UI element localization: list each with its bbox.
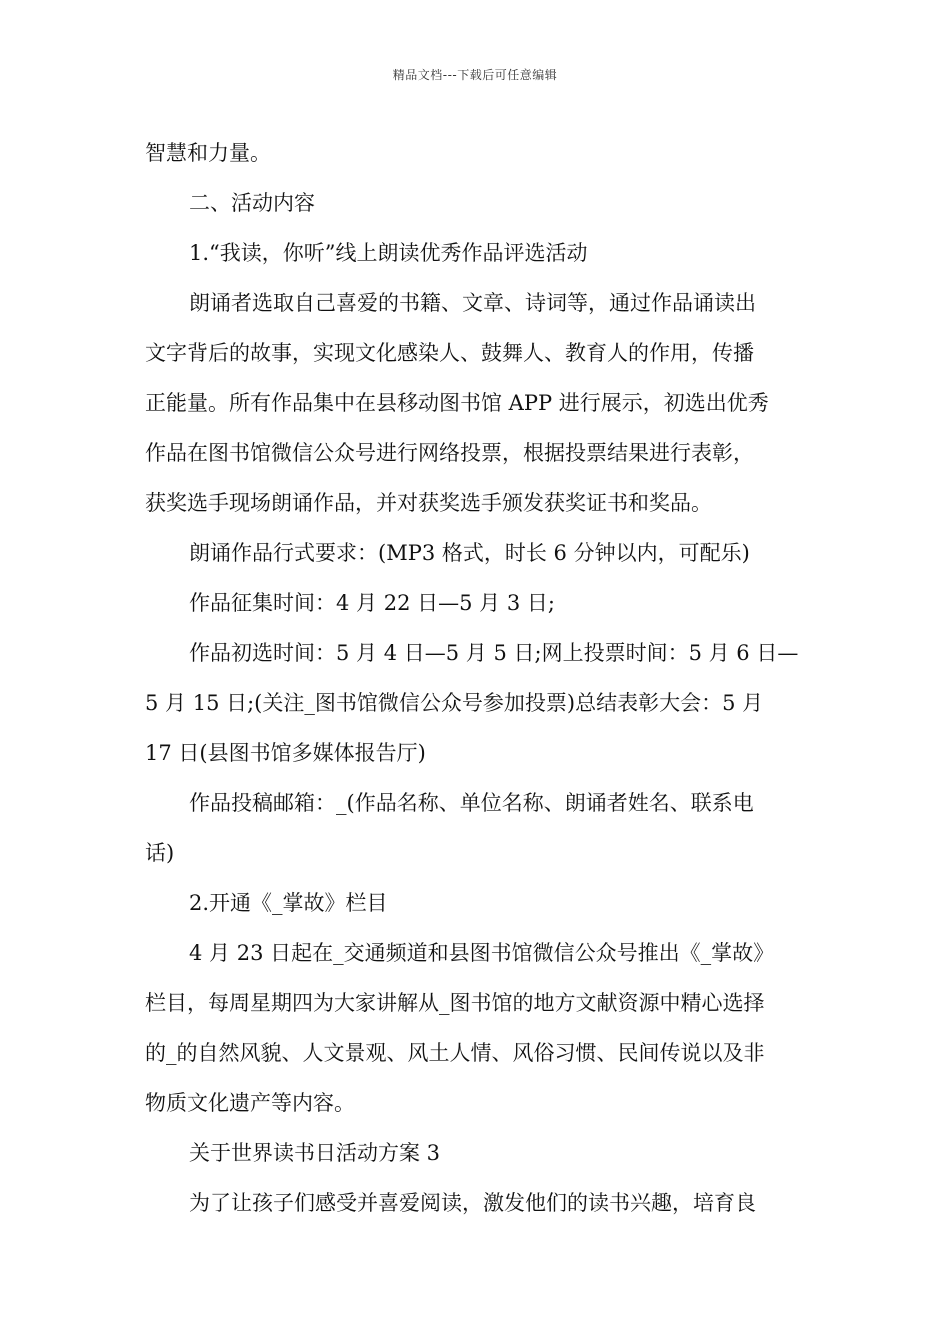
text-line: 为了让孩子们感受并喜爱阅读，激发他们的读书兴趣，培育良 bbox=[189, 1191, 756, 1215]
text-line: 智慧和力量。 bbox=[145, 141, 271, 165]
text-line: 文字背后的故事，实现文化感染人、鼓舞人、教育人的作用，传播 bbox=[145, 341, 754, 365]
document-body bbox=[145, 128, 810, 1228]
text-line: 栏目，每周星期四为大家讲解从_图书馆的地方文献资源中精心选择 bbox=[145, 991, 765, 1015]
text-line: 作品初选时间：5 月 4 日—5 月 5 日;网上投票时间：5 月 6 日— bbox=[189, 641, 799, 665]
text-line: 5 月 15 日;(关注_图书馆微信公众号参加投票)总结表彰大会：5 月 bbox=[145, 691, 764, 715]
text-line: 的_的自然风貌、人文景观、风土人情、风俗习惯、民间传说以及非 bbox=[145, 1041, 765, 1065]
text-line: 话) bbox=[145, 841, 175, 865]
text-line: 2.开通《_掌故》栏目 bbox=[189, 891, 388, 915]
text-line: 朗诵作品行式要求：(MP3 格式，时长 6 分钟以内，可配乐) bbox=[189, 541, 750, 565]
text-line: 作品投稿邮箱：_(作品名称、单位名称、朗诵者姓名、联系电 bbox=[189, 791, 754, 815]
text-line: 1.“我读，你听”线上朗读优秀作品评选活动 bbox=[189, 241, 588, 265]
text-line: 正能量。所有作品集中在县移动图书馆 APP 进行展示，初选出优秀 bbox=[145, 391, 769, 415]
text-line: 4 月 23 日起在_交通频道和县图书馆微信公众号推出《_掌故》 bbox=[189, 941, 775, 965]
text-line: 17 日(县图书馆多媒体报告厅) bbox=[145, 741, 426, 765]
text-line: 物质文化遗产等内容。 bbox=[145, 1091, 355, 1115]
text-line: 关于世界读书日活动方案 3 bbox=[189, 1141, 441, 1165]
text-line: 朗诵者选取自己喜爱的书籍、文章、诗词等，通过作品诵读出 bbox=[189, 291, 756, 315]
text-line: 二、活动内容 bbox=[189, 191, 315, 215]
page-header: 精品文档---下载后可任意编辑 bbox=[392, 68, 558, 82]
text-line: 作品征集时间：4 月 22 日—5 月 3 日; bbox=[189, 591, 555, 615]
text-line: 获奖选手现场朗诵作品，并对获奖选手颁发获奖证书和奖品。 bbox=[145, 491, 712, 515]
text-line: 作品在图书馆微信公众号进行网络投票，根据投票结果进行表彰， bbox=[145, 441, 754, 465]
